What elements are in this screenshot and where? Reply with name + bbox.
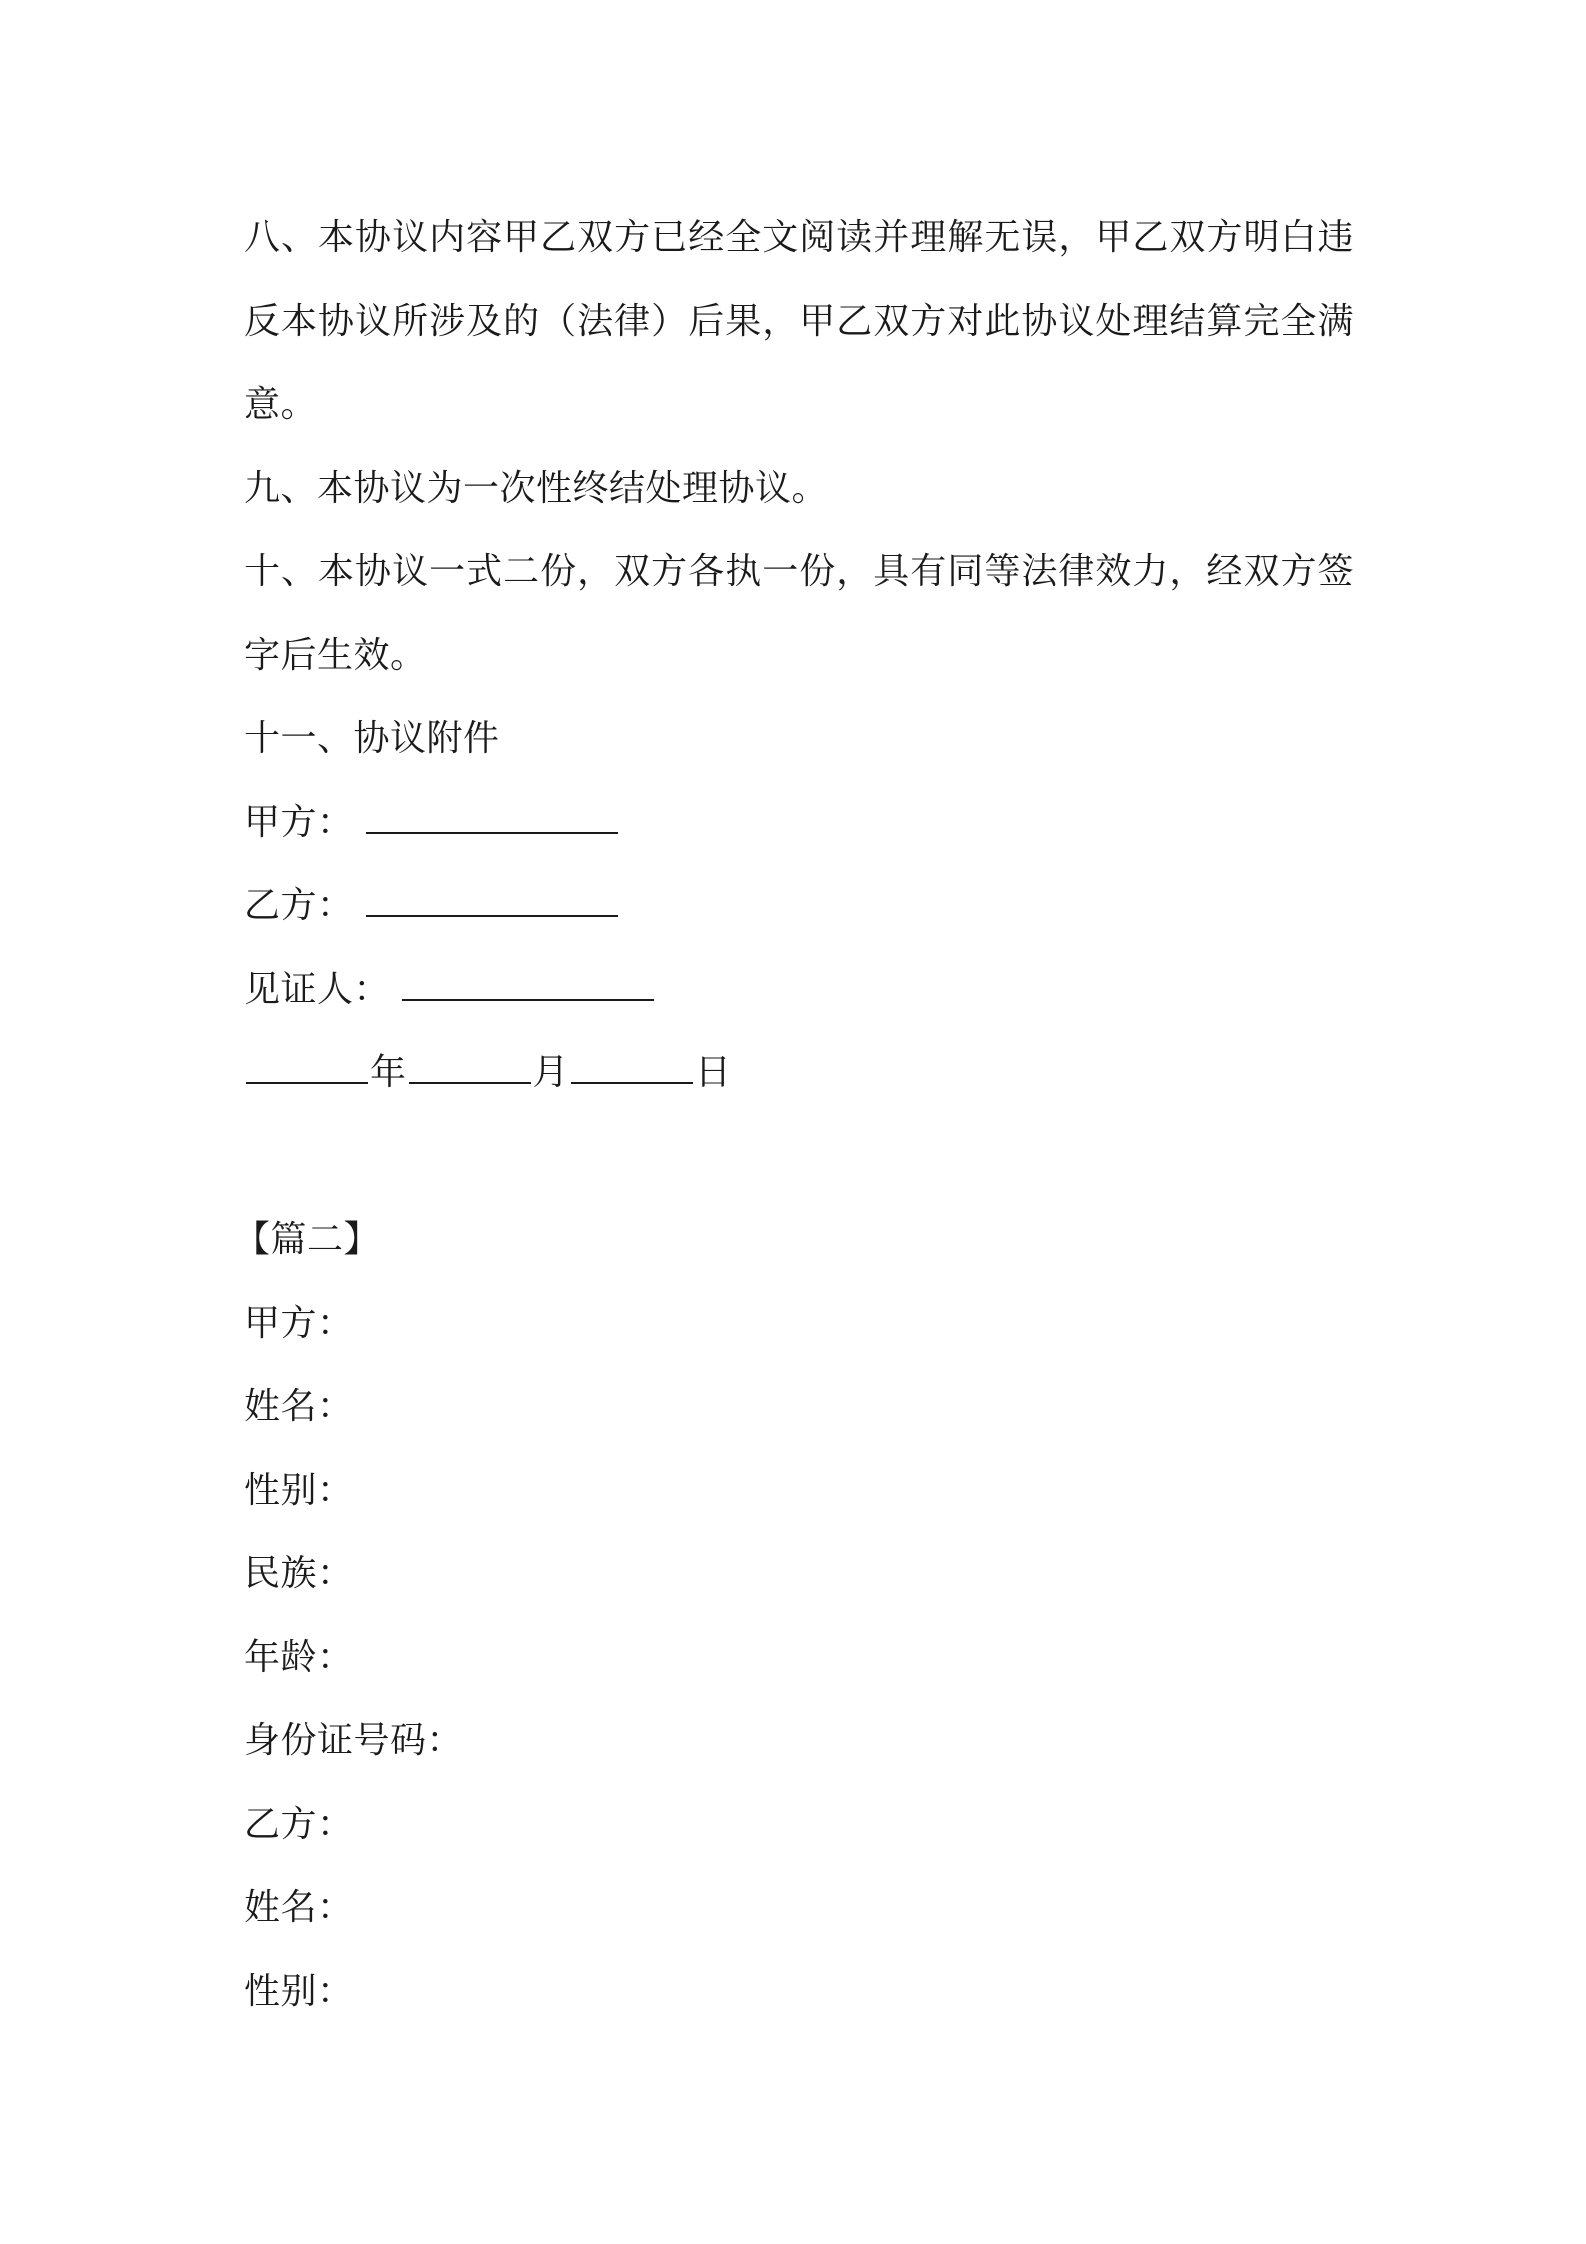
party-b-label: 乙方： [244, 885, 354, 926]
field-ethnicity-a: 民族： [244, 1553, 354, 1594]
year-label: 年 [370, 1052, 407, 1093]
party-a-label: 甲方： [244, 801, 354, 843]
month-label: 月 [532, 1052, 570, 1093]
day-label: 日 [695, 1052, 732, 1093]
day-blank [571, 1052, 693, 1084]
field-name-b: 姓名： [244, 1887, 354, 1928]
field-name-a: 姓名： [244, 1386, 354, 1427]
clause-eleven: 十一、协议附件 [244, 718, 500, 759]
party-b-signature-blank [366, 885, 618, 917]
field-age-a: 年龄： [244, 1636, 354, 1678]
clause-nine: 九、本协议为一次性终结处理协议。 [244, 467, 829, 509]
field-party-b: 乙方： [244, 1803, 354, 1845]
field-gender-b: 性别： [244, 1970, 354, 2012]
clause-eight: 八、本协议内容甲乙双方已经全文阅读并理解无误，甲乙双方明白违反本协议所涉及的（法律）后果，甲乙双方对此协议处理结算完全满意。 [244, 217, 1354, 425]
witness-signature-blank [402, 969, 654, 1001]
signature-party-a [244, 781, 1354, 865]
field-party-a: 甲方： [244, 1302, 354, 1344]
field-gender-a: 性别： [244, 1469, 354, 1511]
year-blank [246, 1052, 368, 1084]
document-body [234, 196, 1354, 2033]
month-blank [409, 1052, 531, 1084]
witness-label: 见证人： [244, 968, 391, 1010]
party-a-signature-blank [366, 802, 618, 834]
signature-date [244, 1031, 1354, 1115]
clause-ten: 十、本协议一式二份，双方各执一份，具有同等法律效力，经双方签字后生效。 [244, 551, 1354, 676]
section-spacer [244, 1115, 1354, 1199]
signature-party-b [244, 864, 1354, 948]
field-id-number-a: 身份证号码： [244, 1720, 464, 1761]
section-two-heading: 【篇二】 [234, 1219, 381, 1260]
signature-witness [244, 948, 1354, 1032]
